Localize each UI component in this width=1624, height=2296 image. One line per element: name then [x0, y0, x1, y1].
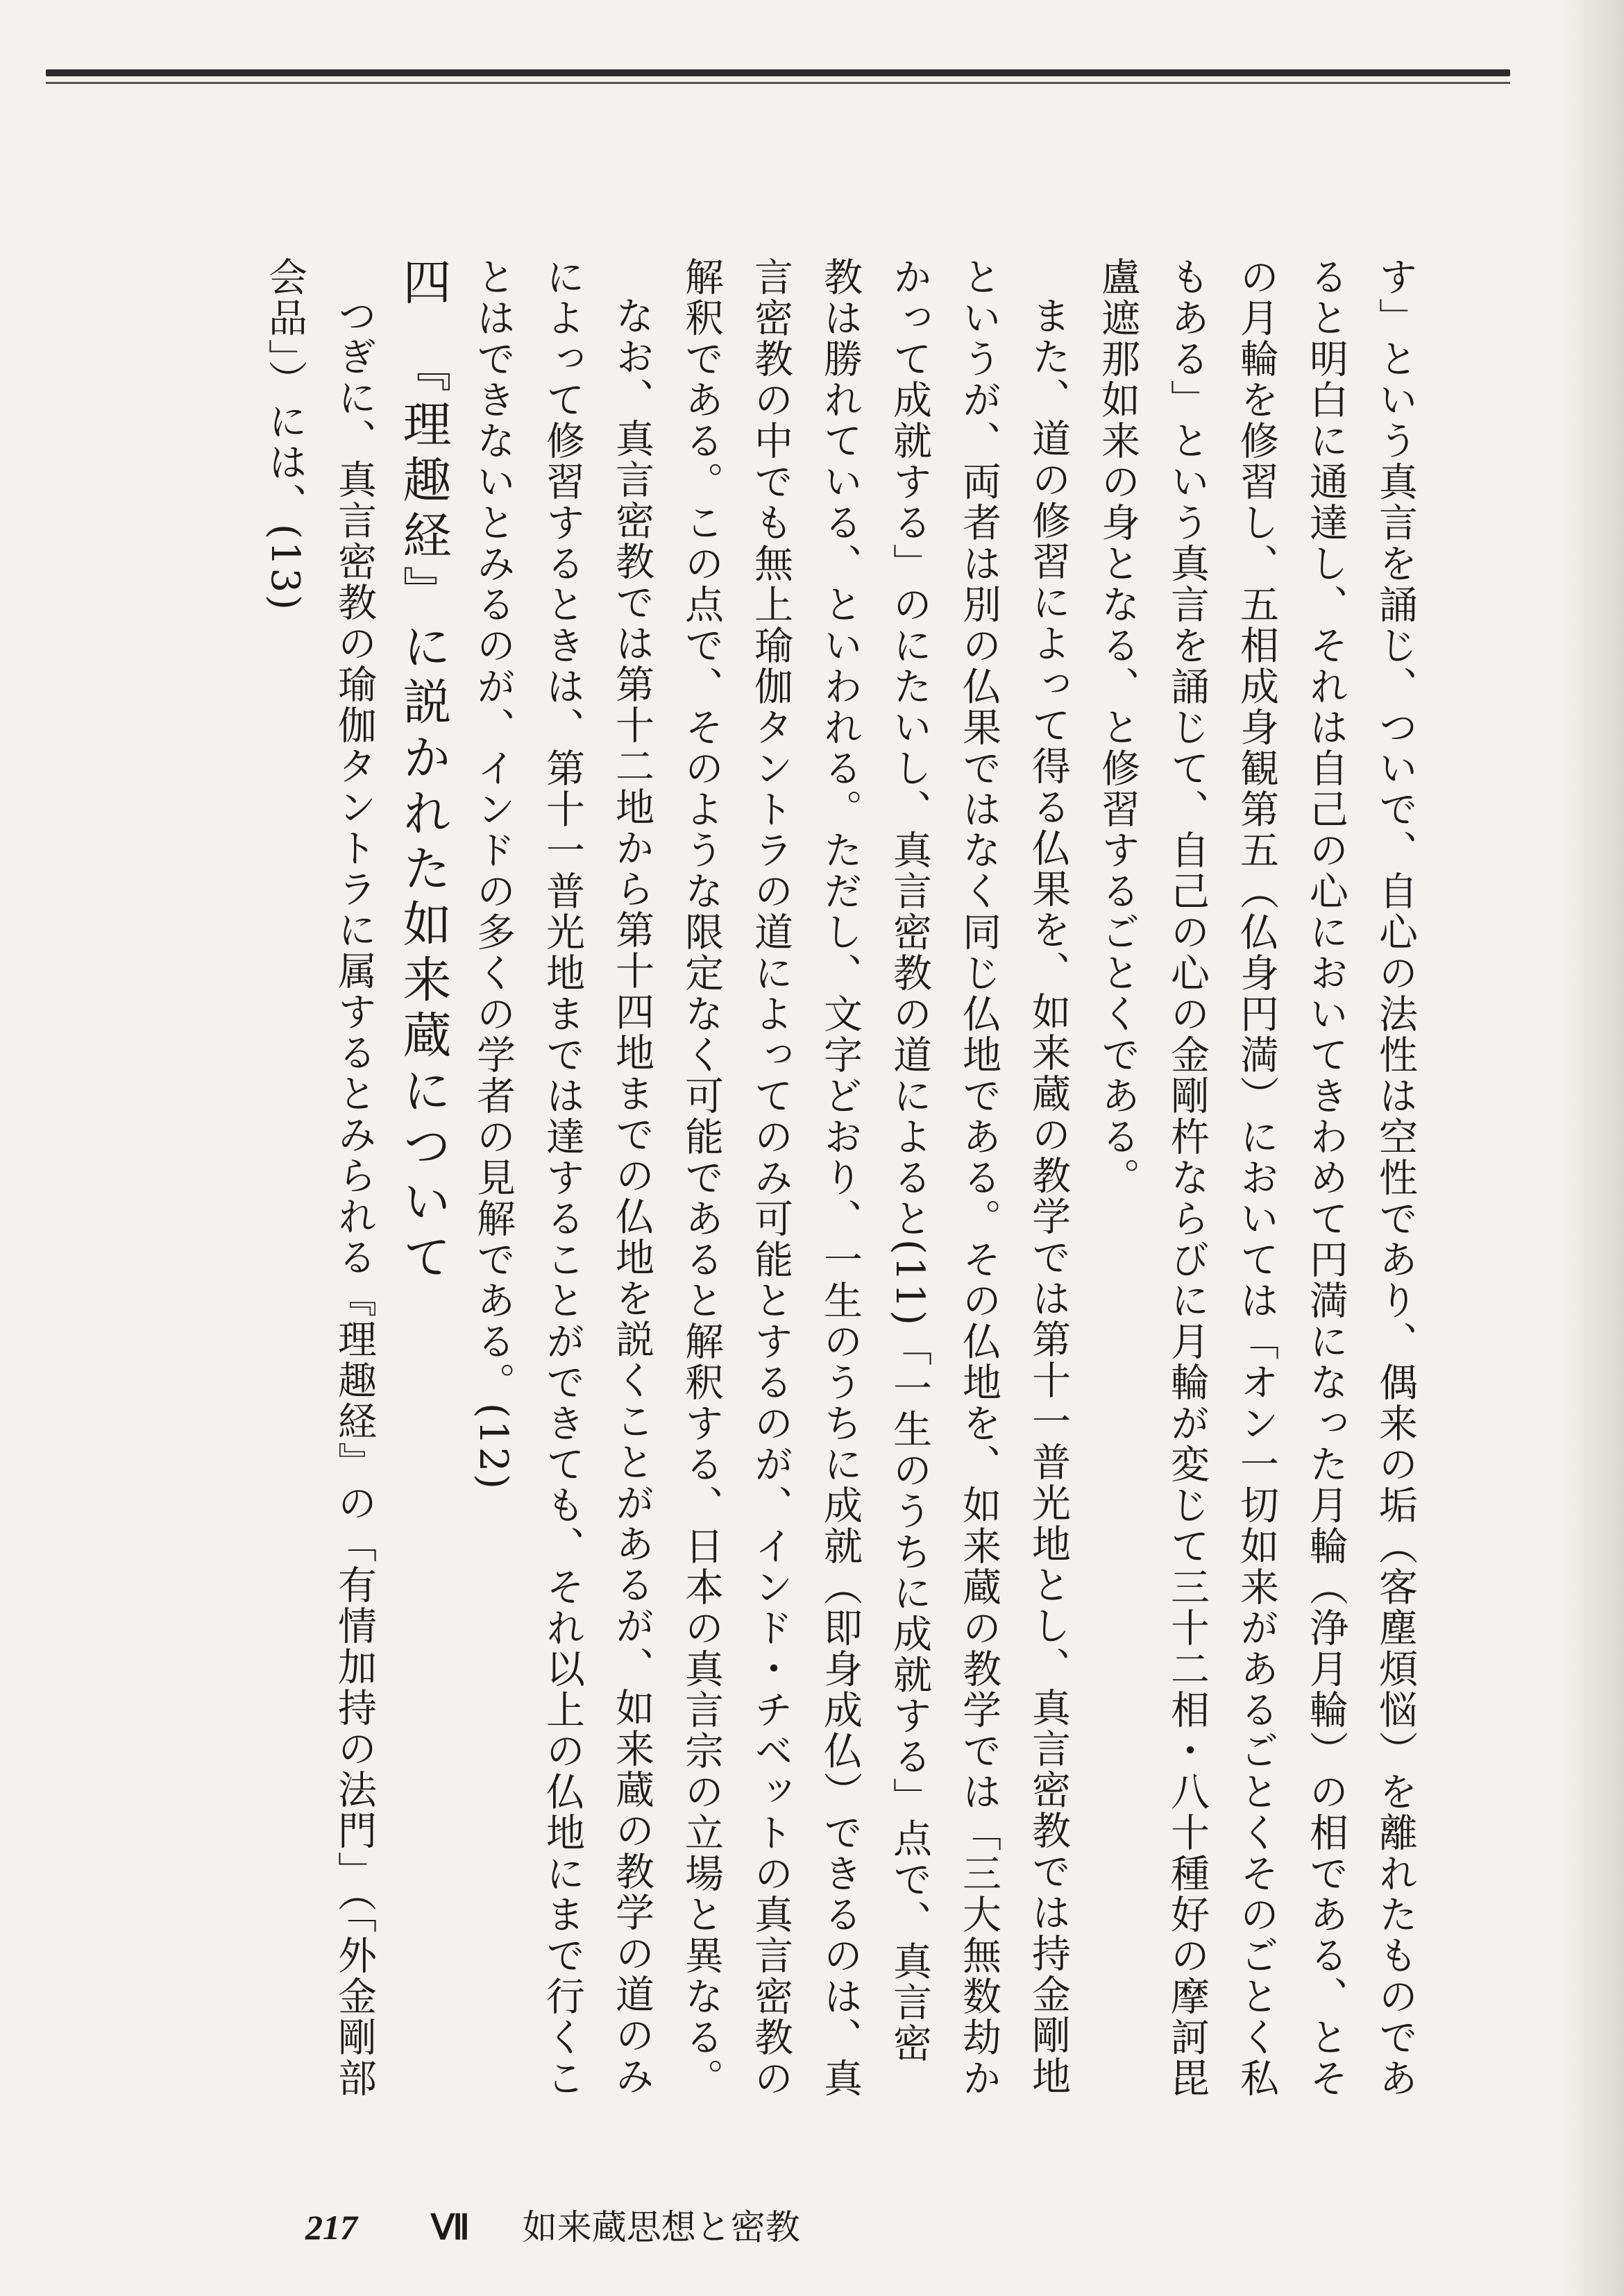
body-text: [264, 257, 1430, 2102]
binding-shadow: [1562, 0, 1624, 2296]
page-footer: [305, 2200, 800, 2250]
paragraph-3: なお、真言密教では第十二地から第十四地までの仏地を説くことがあるが、如来蔵の教学の道のみによって修習するときは、第十一普光地までは達することができても、それ以上の仏地にまで行くことはできないとみるのが、インドの多くの学者の見解である。(12): [471, 257, 654, 2099]
page-number: 217: [305, 2208, 357, 2247]
section-heading: 四 『理趣経』に説かれた如来蔵について: [395, 257, 452, 1287]
paragraph-2: また、道の修習によって得る仏果を、如来蔵の教学では第十一普光地とし、真言密教では持金剛地というが、両者は別の仏果ではなく同じ仏地である。その仏地を、如来蔵の教学では「三大無数劫かかって成就する」のにたいし、真言密教の道によると(11)「一生のうちに成就する」点で、真言密教は勝れている、といわれる。ただし、文字どおり、一生のうちに成就（即身成仏）できるのは、真言密教の中でも無上瑜伽タントラの道によってのみ可能とするのが、インド・チベットの真言密教の解釈である。この点で、そのような限定なく可能であると解釈する、日本の真言宗の立場と異なる。: [679, 257, 1071, 2099]
paragraph-1: す」という真言を誦じ、ついで、自心の法性は空性であり、偶来の垢（客塵煩悩）を離れたものであると明白に通達し、それは自己の心においてきわめて円満になった月輪（浄月輪）の相である、とその月輪を修習し、五相成身観第五（仏身円満）においては「オン一切如来があるごとくそのごとく私もある」という真言を誦じて、自己の心の金剛杵ならびに月輪が変じて三十二相・八十種好の摩訶毘盧遮那如来の身となる、と修習するごとくである。: [1095, 257, 1418, 2099]
chapter-title: 如来蔵思想と密教: [522, 2207, 800, 2247]
top-rule-thin: [46, 82, 1510, 84]
top-rule: [46, 69, 1510, 76]
paragraph-4: つぎに、真言密教の瑜伽タントラに属するとみられる『理趣経』の「有情加持の法門」（「外金剛部会品」）には、(13): [262, 257, 377, 2099]
chapter-number: Ⅶ: [430, 2208, 470, 2247]
